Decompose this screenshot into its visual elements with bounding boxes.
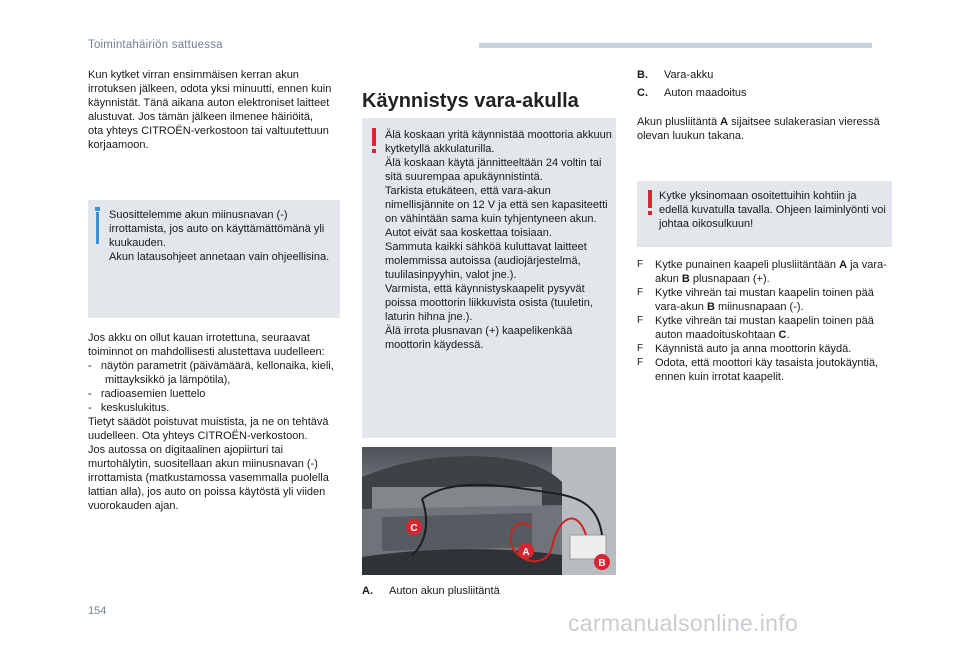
- bullet-item: - radioasemien luettelo: [88, 388, 206, 400]
- text-line: Suosittelemme akun miinusnavan (-): [109, 209, 288, 221]
- step-item: [637, 342, 892, 356]
- warning-box-short: [637, 181, 892, 247]
- caption-a: [362, 584, 616, 598]
- info-icon: [96, 212, 99, 244]
- text-line: Kytke vihreän tai mustan kaapelin toinen pää: [655, 287, 874, 299]
- legend-list: [637, 68, 892, 143]
- text-line: Odota, että moottori käy tasaista joutokäyntiä,: [655, 357, 879, 369]
- caption-text: Auton akun plusliitäntä: [389, 585, 500, 597]
- text-run: akun: [655, 273, 682, 285]
- text-line: lattian alla), jos auto on poissa käytöstä yli viiden: [88, 486, 326, 498]
- text-line: tuulilasinpyyhin, valot jne.).: [385, 269, 517, 281]
- step-item: [637, 314, 892, 342]
- text-run: auton maadoituskohtaan: [655, 329, 779, 341]
- text-line: moottorin käydessä.: [385, 339, 484, 351]
- engine-bay-photo: [362, 447, 616, 575]
- text-line: alustuvat. Jos tämän jälkeen ilmenee häiriöitä,: [88, 111, 314, 123]
- legend-label: B.: [637, 69, 648, 81]
- text-line: Akun latausohjeet annetaan vain ohjeellisina.: [109, 251, 330, 263]
- text-run: vara-akun: [655, 301, 707, 313]
- legend-item: [637, 68, 892, 82]
- text-run: Kytke punainen kaapeli plusliitäntään: [655, 259, 840, 271]
- text-run: Akun plusliitäntä: [637, 116, 721, 128]
- text-line: edellä kuvatulla tavalla. Ohjeen laiminlyönti voi: [659, 204, 886, 216]
- text-line: Sammuta kaikki sähköä kuluttavat laitteet: [385, 241, 587, 253]
- arrow-icon: F: [637, 287, 644, 298]
- step-item: [637, 356, 892, 384]
- text-line: irrotuksen jälkeen, odota yksi minuutti, ennen kuin: [88, 83, 332, 95]
- callout-b: B: [598, 558, 606, 569]
- arrow-icon: F: [637, 357, 644, 368]
- legend-label: C.: [637, 87, 648, 99]
- text-run: plusnapaan (+).: [689, 273, 770, 285]
- step-item: [637, 286, 892, 314]
- bullet-item: - keskuslukitus.: [88, 402, 170, 414]
- legend-text: Vara-akku: [664, 69, 714, 81]
- text-run-bold: B: [681, 273, 690, 285]
- text-run-bold: A: [839, 259, 848, 271]
- header-rule: [479, 43, 872, 48]
- warning-box: [362, 118, 616, 438]
- text-run-bold: C: [778, 329, 787, 341]
- text-line: molemmissa autoissa (audiojärjestelmä,: [385, 255, 581, 267]
- text-line: vuorokauden ajan.: [88, 500, 179, 512]
- text-line: ota yhteys CITROËN-verkostoon tai valtuutettuun: [88, 125, 329, 137]
- caption-label: A.: [362, 585, 373, 597]
- text-line: Älä koskaan käytä jännitteeltään 24 voltin tai: [385, 157, 602, 169]
- text-line: käynnistät. Tänä aikana auton elektroniset laitteet: [88, 97, 330, 109]
- text-line: kytketyllä akkulaturilla.: [385, 143, 495, 155]
- section-title: Toimintahäiriön sattuessa: [88, 39, 223, 51]
- text-run-bold: A: [720, 116, 729, 128]
- jump-start-illustration: [362, 447, 616, 575]
- text-line: irrottamista, jos auto on käyttämättömänä yli: [109, 223, 325, 235]
- text-line: Älä irrota plusnavan (+) kaapelikenkää: [385, 325, 573, 337]
- text-line: kuukauden.: [109, 237, 166, 249]
- text-line: sitä suurempaa apukäynnistintä.: [385, 171, 543, 183]
- text-line: Tietyt säädöt poistuvat muistista, ja ne on tehtävä: [88, 416, 329, 428]
- info-note-text: [109, 208, 334, 264]
- section-heading: Käynnistys vara-akulla: [362, 90, 579, 112]
- text-run: sijaitsee sulakerasian vieressä: [728, 116, 880, 128]
- text-run-bold: B: [706, 301, 715, 313]
- text-line: murtohälytin, suositellaan akun miinusnavan (-): [88, 458, 318, 470]
- warning-icon: [369, 128, 379, 154]
- intro-paragraph: [88, 68, 340, 152]
- text-line: irrottamista (matkustamossa vasemmalla puolella: [88, 472, 329, 484]
- text-line: Varmista, että käynnistyskaapelit pysyvät: [385, 283, 585, 295]
- arrow-icon: F: [637, 259, 644, 270]
- warning-text: [659, 189, 889, 231]
- step-item: [637, 258, 892, 286]
- text-line: Jos autossa on digitaalinen ajopiirturi tai: [88, 444, 284, 456]
- text-line: korjaamoon.: [88, 139, 149, 151]
- info-note-box: [88, 200, 340, 318]
- text-line: Tarkista etukäteen, että vara-akun: [385, 185, 551, 197]
- arrow-icon: F: [637, 343, 644, 354]
- text-line: Jos akku on ollut kauan irrotettuna, seuraavat: [88, 332, 310, 344]
- text-line: poissa moottorin liikkuvista osista (tuuletin,: [385, 297, 593, 309]
- callout-c: C: [410, 523, 418, 534]
- step-list: [637, 258, 892, 384]
- legend-text: Auton maadoitus: [664, 87, 747, 99]
- text-run: ja vara-: [847, 259, 887, 271]
- location-paragraph: [637, 115, 892, 143]
- text-line: nimellisjännite on 12 V ja että sen kapasiteetti: [385, 199, 608, 211]
- watermark: carmanualsonline.info: [568, 610, 799, 636]
- bullet-item: - näytön parametrit (päivämäärä, kellonaika, kieli,: [88, 360, 334, 372]
- text-line: ennen kuin irrotat kaapelit.: [655, 371, 785, 383]
- reset-paragraph: [88, 331, 340, 513]
- text-line: olevan luukun takana.: [637, 130, 745, 142]
- text-line: Älä koskaan yritä käynnistää moottoria akkuun: [385, 129, 612, 141]
- warning-text: [385, 128, 613, 352]
- bullet-continuation: mittayksikkö ja lämpötila),: [105, 374, 231, 386]
- legend-item: [637, 86, 892, 100]
- arrow-icon: F: [637, 315, 644, 326]
- page-number: 154: [88, 605, 107, 617]
- text-line: toiminnot on mahdollisesti alustettava uudelleen:: [88, 346, 325, 358]
- text-line: Käynnistä auto ja anna moottorin käydä.: [655, 343, 852, 355]
- text-line: laturin hihna jne.).: [385, 311, 473, 323]
- info-icon-dot: [95, 207, 100, 211]
- text-run: miinusnapaan (-).: [714, 301, 804, 313]
- text-line: uudelleen. Ota yhteys CITROËN-verkostoon.: [88, 430, 308, 442]
- text-line: on vähintään sama kuin tyhjentyneen akun.: [385, 213, 597, 225]
- text-line: Kytke vihreän tai mustan kaapelin toinen pää: [655, 315, 874, 327]
- text-line: johtaa oikosulkuun!: [659, 218, 754, 230]
- text-line: Kun kytket virran ensimmäisen kerran akun: [88, 69, 299, 81]
- text-line: Kytke yksinomaan osoitettuihin kohtiin ja: [659, 190, 857, 202]
- callout-a: A: [522, 547, 530, 558]
- text-run: .: [786, 329, 790, 341]
- warning-icon: [645, 190, 655, 216]
- text-line: Autot eivät saa koskettaa toisiaan.: [385, 227, 552, 239]
